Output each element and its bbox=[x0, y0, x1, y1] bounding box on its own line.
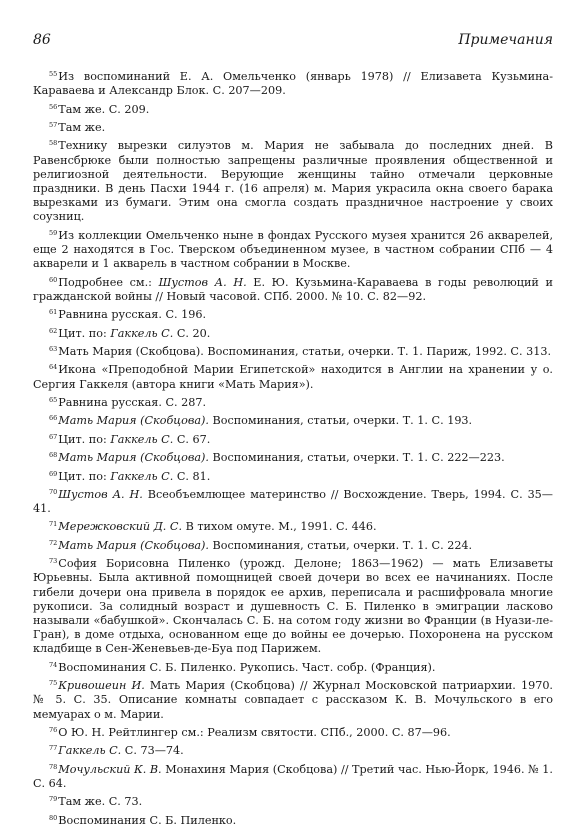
footnote-text: Равнина русская. С. 196. bbox=[58, 308, 207, 322]
footnote bbox=[33, 488, 553, 516]
footnote bbox=[33, 539, 553, 553]
footnote-number: 67 bbox=[49, 432, 58, 441]
footnote-author: Мать Мария (Скобцова). bbox=[58, 414, 209, 428]
footnote-number: 70 bbox=[49, 487, 58, 496]
footnote-number: 57 bbox=[49, 120, 58, 129]
footnote-text: Мать Мария (Скобцова). Воспоминания, статьи, очерки. Т. 1. Париж, 1992. С. 313. bbox=[58, 344, 552, 358]
footnote-author: Шустов А. Н. bbox=[158, 275, 247, 289]
footnote-text: С. 67. bbox=[173, 432, 211, 446]
footnote-number: 74 bbox=[49, 660, 58, 669]
footnote-number: 63 bbox=[49, 344, 58, 353]
footnote bbox=[33, 345, 553, 359]
notes-list bbox=[33, 70, 553, 832]
footnote-text: Там же. С. 209. bbox=[58, 102, 150, 116]
footnote-number: 75 bbox=[49, 679, 58, 688]
footnote-number: 79 bbox=[49, 795, 58, 804]
footnote-number: 77 bbox=[49, 744, 58, 753]
footnote bbox=[33, 451, 553, 465]
footnote-text: В тихом омуте. М., 1991. С. 446. bbox=[182, 520, 377, 534]
footnote-text: Всеобъемлющее материнство // Восхождение. Тверь, 1994. С. 35—41. bbox=[33, 487, 553, 516]
footnote-text: Цит. по: bbox=[58, 469, 111, 483]
footnote bbox=[33, 520, 553, 534]
footnote bbox=[33, 308, 553, 322]
footnote-number: 65 bbox=[49, 395, 58, 404]
page-header bbox=[33, 32, 553, 52]
footnote bbox=[33, 470, 553, 484]
section-title: Примечания bbox=[458, 32, 553, 48]
footnote-author: Гаккель С. bbox=[110, 326, 174, 340]
footnote bbox=[33, 103, 553, 117]
footnote-number: 64 bbox=[49, 363, 58, 372]
footnote bbox=[33, 679, 553, 722]
footnote-number: 58 bbox=[49, 139, 58, 148]
footnote-text: О Ю. Н. Рейтлингер см.: Реализм святости. СПб., 2000. С. 87—96. bbox=[58, 726, 451, 740]
footnote-text: Е. Ю. Кузьмина-Караваева в годы революций и гражданской войны // Новый часовой. СПб. 2000. № 10. С. 82—92. bbox=[33, 275, 553, 303]
footnote-number: 78 bbox=[49, 762, 58, 771]
footnote-text: Там же. bbox=[58, 120, 106, 134]
footnote-number: 61 bbox=[49, 308, 58, 317]
footnote-text: Воспоминания, статьи, очерки. Т. 1. С. 193. bbox=[208, 414, 473, 428]
footnote-text: Цит. по: bbox=[58, 432, 111, 446]
footnote-number: 68 bbox=[49, 451, 58, 460]
footnote bbox=[33, 763, 553, 791]
footnote-text: С. 20. bbox=[173, 326, 211, 340]
footnote-text: Икона «Преподобной Марии Египетской» находится в Англии на хранении у о. Сергия Гаккеля (автора книги «Мать Мария»). bbox=[33, 363, 553, 391]
footnote-author: Гаккель С. bbox=[58, 744, 122, 758]
footnote bbox=[33, 726, 553, 740]
footnote bbox=[33, 70, 553, 98]
footnote-author: Мать Мария (Скобцова). bbox=[58, 538, 209, 552]
footnote-number: 55 bbox=[49, 70, 58, 78]
footnote-text: Воспоминания, статьи, очерки. Т. 1. С. 224. bbox=[208, 538, 473, 552]
footnote-text: Воспоминания С. Б. Пиленко. Рукопись. Част. собр. (Франция). bbox=[58, 660, 436, 674]
footnote-text: Там же. С. 73. bbox=[58, 795, 143, 809]
footnote-number: 71 bbox=[49, 520, 58, 529]
footnote bbox=[33, 744, 553, 758]
footnote bbox=[33, 795, 553, 809]
footnote bbox=[33, 557, 553, 656]
footnote-text: Технику вырезки силуэтов м. Мария не забывала до последних дней. В Равенсбрюке были полностью запрещены различные проявления общественной и религиозной деятельности. Верующие женщины тайно отмечали церковные праздники. В день Пасхи 1944 г. (16 апреля) м. Мария украсила окна своего барака вырезками из бумаги. Этим она смогла создать праздничное настроение у своих соузниц. bbox=[33, 139, 553, 224]
footnote bbox=[33, 327, 553, 341]
footnote bbox=[33, 121, 553, 135]
footnote-number: 73 bbox=[49, 557, 58, 566]
footnote bbox=[33, 414, 553, 428]
footnote bbox=[33, 433, 553, 447]
footnote-number: 59 bbox=[49, 228, 58, 237]
footnote-text: Из воспоминаний Е. А. Омельченко (январь 1978) // Елизавета Кузьмина-Караваева и Александр Блок. С. 207—209. bbox=[33, 70, 553, 98]
footnote-number: 56 bbox=[49, 102, 58, 111]
footnote-text: Цит. по: bbox=[58, 326, 111, 340]
footnote-text: Воспоминания, статьи, очерки. Т. 1. С. 222—223. bbox=[208, 451, 505, 465]
footnote-author: Кривошеин И. bbox=[58, 679, 145, 693]
footnote-text: София Борисовна Пиленко (урожд. Делоне; 1863—1962) — мать Елизаветы Юрьевны. Была активной помощницей своей дочери во всех ее начинаниях. После гибели дочери она привела в порядок ее архив, переписала и расшифровала многие рукописи. За солидный возраст и душевность С. Б. Пиленко в эмиграции ласково называли «бабушкой». Скончалась С. Б. на сотом году жизни во Франции (в Нуази-ле-Гран), в доме отдыха, основанном еще до войны ее дочерью. Похоронена на русском кладбище в Сен-Женевьев-де-Буа под Парижем. bbox=[33, 557, 553, 656]
footnote-number: 62 bbox=[49, 326, 58, 335]
footnote-number: 60 bbox=[49, 275, 58, 284]
footnote bbox=[33, 229, 553, 272]
footnote-text: Мать Мария (Скобцова) // Журнал Московской патриархии. 1970. № 5. С. 35. Описание комнаты совпадает с рассказом К. В. Мочульского в его мемуарах о м. Марии. bbox=[33, 679, 553, 721]
footnote bbox=[33, 276, 553, 304]
footnote-text: С. 81. bbox=[173, 469, 211, 483]
footnote-number: 80 bbox=[49, 813, 58, 822]
footnote-number: 66 bbox=[49, 414, 58, 423]
footnote bbox=[33, 814, 553, 828]
footnote-text: Воспоминания С. Б. Пиленко. bbox=[58, 813, 237, 827]
footnote-author: Мать Мария (Скобцова). bbox=[58, 451, 209, 465]
footnote-text: Равнина русская. С. 287. bbox=[58, 395, 207, 409]
footnote-author: Мережковский Д. С. bbox=[58, 520, 183, 534]
footnote-text: Подробнее см.: bbox=[58, 275, 159, 289]
footnote-author: Шустов А. Н. bbox=[58, 487, 143, 501]
footnote-number: 72 bbox=[49, 538, 58, 547]
page-number: 86 bbox=[33, 32, 51, 48]
footnote-text: Монахиня Мария (Скобцова) // Третий час. Нью-Йорк, 1946. № 1. С. 64. bbox=[33, 762, 553, 791]
footnote bbox=[33, 396, 553, 410]
footnote-text: С. 73—74. bbox=[121, 744, 184, 758]
footnote-number: 76 bbox=[49, 726, 58, 735]
footnote bbox=[33, 363, 553, 391]
footnote-text: Из коллекции Омельченко ныне в фондах Русского музея хранится 26 акварелей, еще 2 находятся в Гос. Тверском объединенном музее, в частном собрании СПб — 4 акварели и 1 акварель в частном собрании в Москве. bbox=[33, 228, 553, 271]
footnote-author: Мочульский К. В. bbox=[58, 762, 162, 776]
footnote-author: Гаккель С. bbox=[110, 432, 174, 446]
footnote bbox=[33, 139, 553, 224]
footnote-author: Гаккель С. bbox=[110, 469, 174, 483]
footnote-number: 69 bbox=[49, 469, 58, 478]
footnote bbox=[33, 661, 553, 675]
